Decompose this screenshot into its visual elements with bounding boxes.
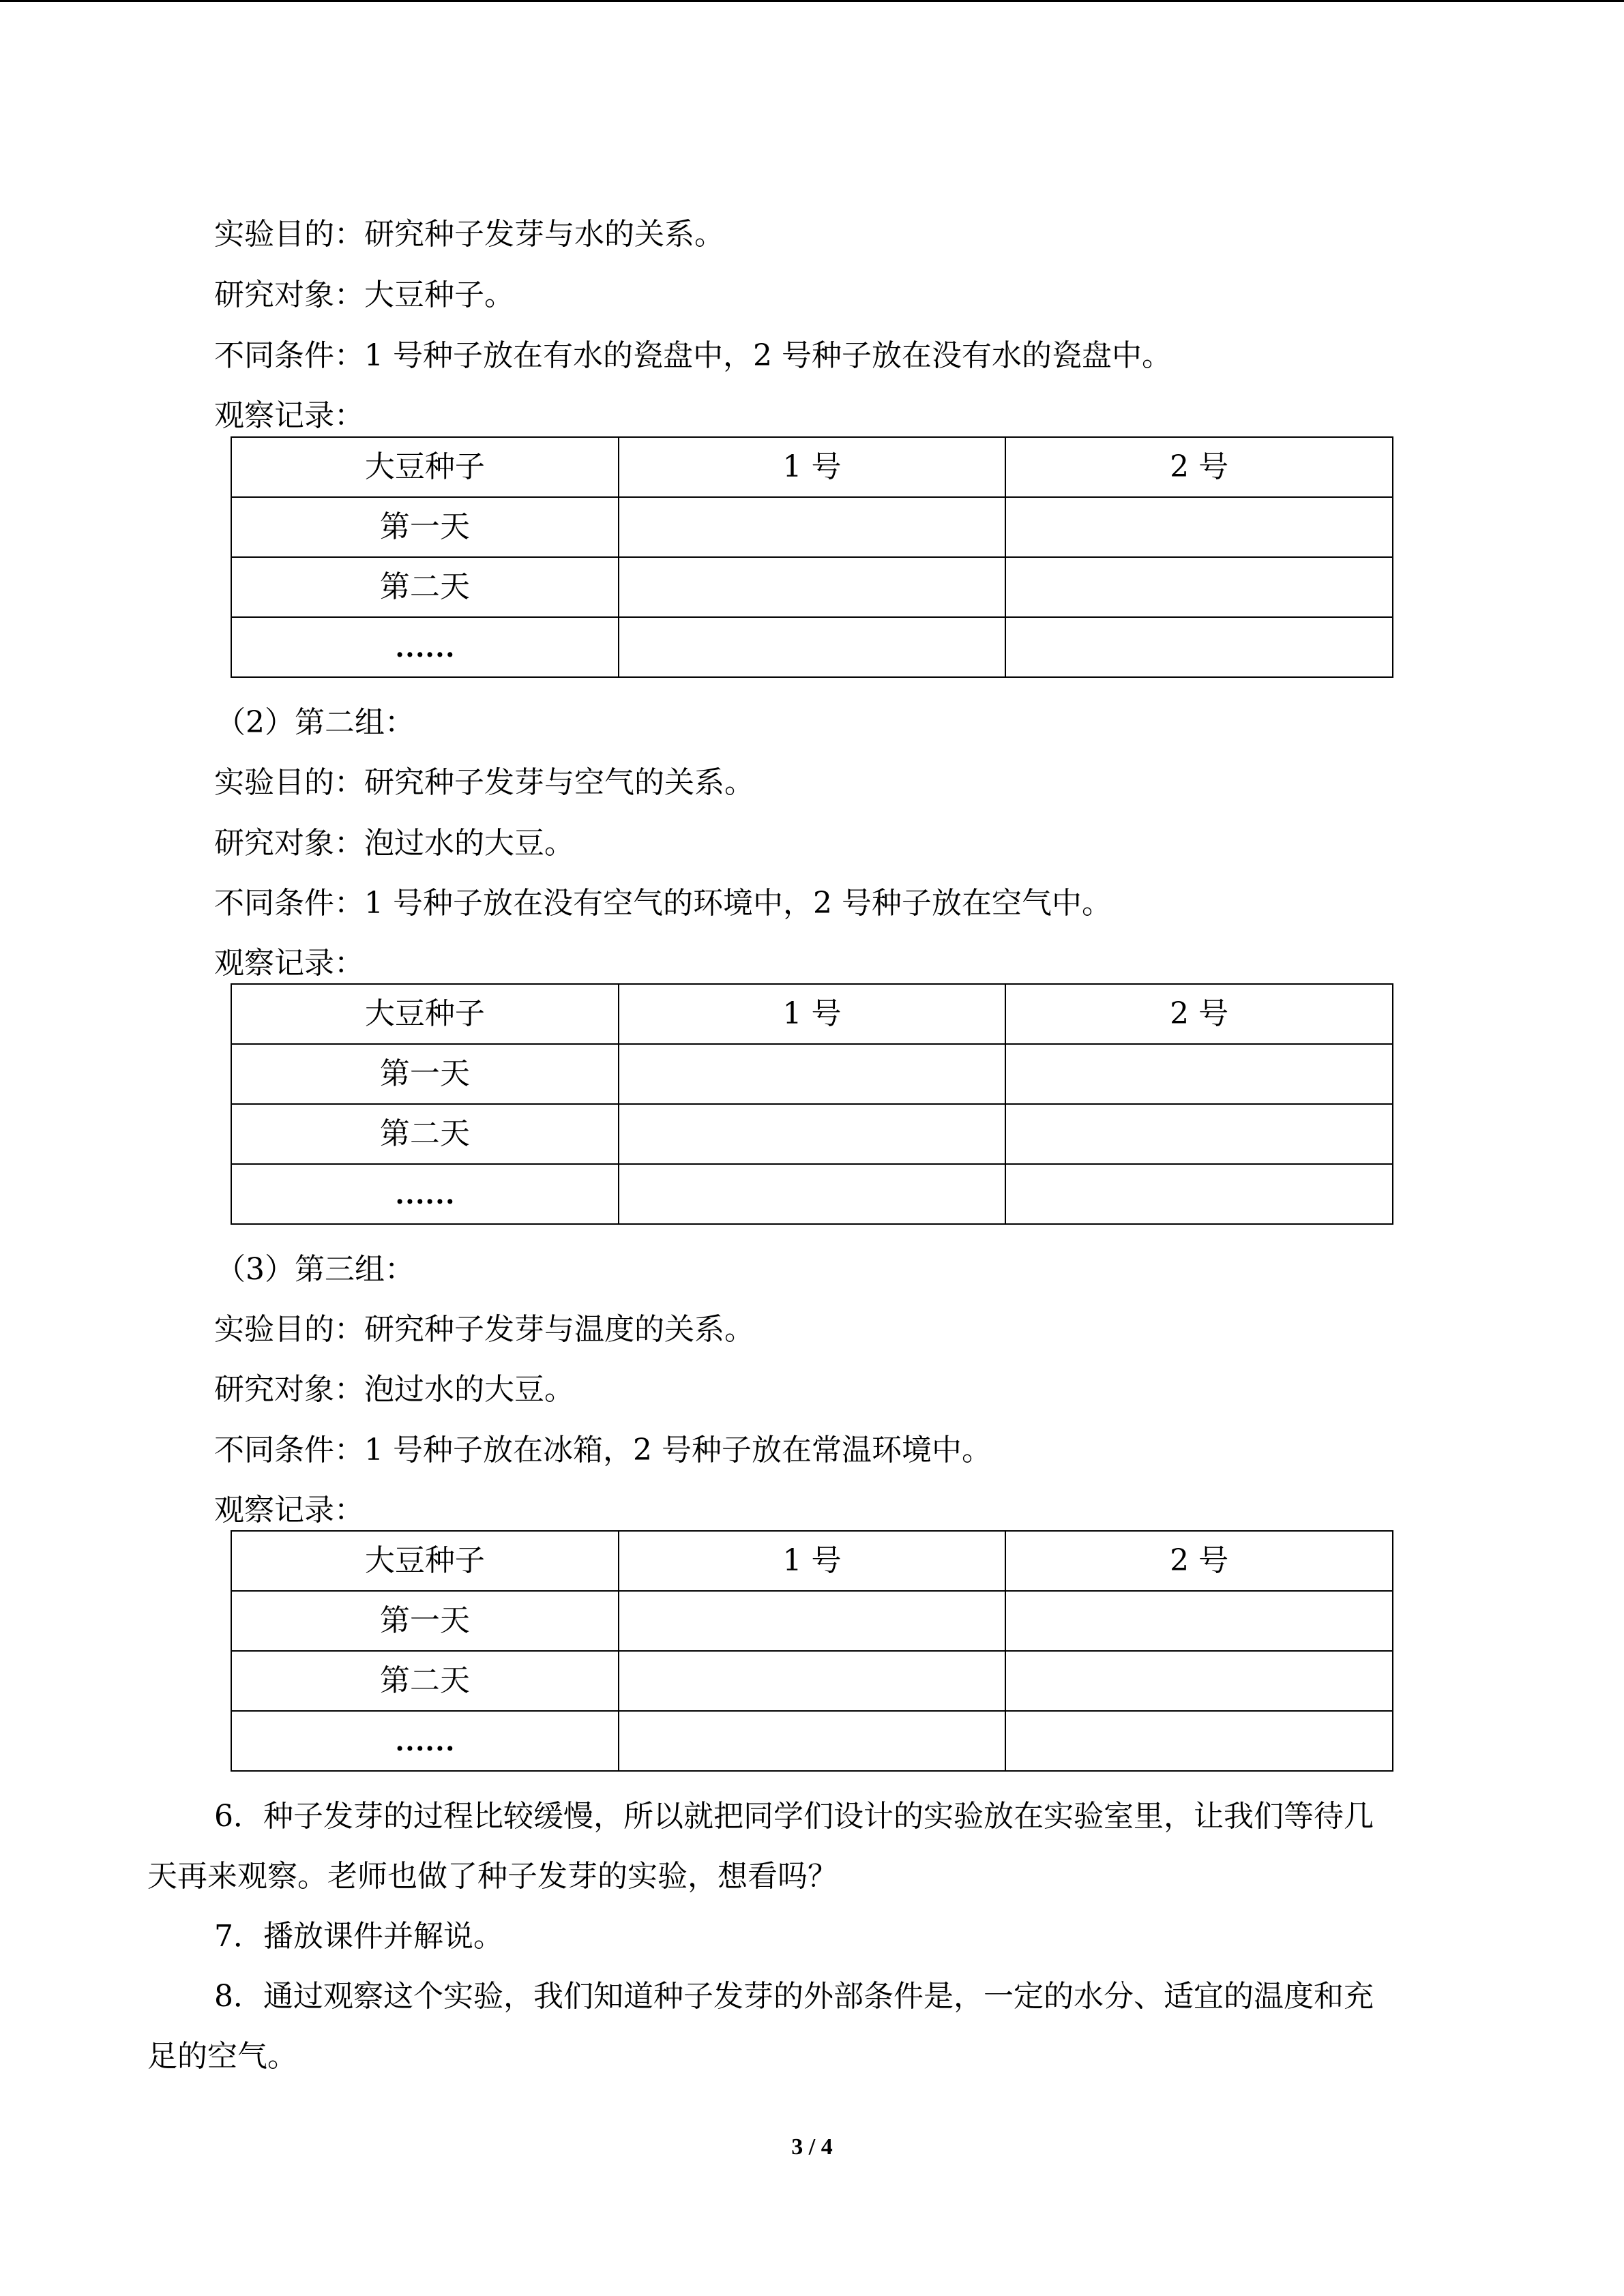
group1-object: 研究对象：大豆种子。 xyxy=(214,278,514,312)
record-cell xyxy=(619,1104,1006,1164)
header-cell: 2 号 xyxy=(1005,1531,1393,1591)
record-cell xyxy=(619,1044,1006,1104)
step-8-line-1: 8．通过观察这个实验，我们知道种子发芽的外部条件是，一定的水分、适宜的温度和充 xyxy=(214,1979,1374,2014)
top-border-line xyxy=(0,0,1624,2)
group1-purpose: 实验目的：研究种子发芽与水的关系。 xyxy=(214,217,724,252)
record-cell xyxy=(1005,1104,1393,1164)
day-cell: 第二天 xyxy=(231,557,619,617)
step-8-line-2: 足的空气。 xyxy=(147,2039,297,2074)
day-cell: …… xyxy=(231,617,619,677)
record-cell xyxy=(619,1164,1006,1224)
page-number: 3 / 4 xyxy=(791,2134,833,2160)
header-cell: 大豆种子 xyxy=(231,437,619,497)
record-cell xyxy=(619,1651,1006,1711)
group3-condition: 不同条件：1 号种子放在冰箱，2 号种子放在常温环境中。 xyxy=(214,1433,992,1467)
group1-observation-table xyxy=(231,436,1393,678)
record-cell xyxy=(619,497,1006,557)
group3-observation-table xyxy=(231,1530,1393,1772)
header-cell: 2 号 xyxy=(1005,437,1393,497)
header-cell: 1 号 xyxy=(619,984,1006,1044)
table-row xyxy=(231,497,1393,557)
record-cell xyxy=(1005,1711,1393,1771)
table-header-row xyxy=(231,1531,1393,1591)
record-cell xyxy=(1005,1164,1393,1224)
record-cell xyxy=(619,617,1006,677)
step-6-line-1: 6．种子发芽的过程比较缓慢，所以就把同学们设计的实验放在实验室里，让我们等待几 xyxy=(214,1799,1374,1834)
record-cell xyxy=(1005,617,1393,677)
table-row xyxy=(231,1591,1393,1651)
group2-record-label: 观察记录： xyxy=(214,946,364,981)
header-cell: 1 号 xyxy=(619,1531,1006,1591)
header-cell: 1 号 xyxy=(619,437,1006,497)
group2-heading: （2）第二组： xyxy=(216,705,415,740)
day-cell: 第一天 xyxy=(231,497,619,557)
record-cell xyxy=(1005,1044,1393,1104)
table-row xyxy=(231,1711,1393,1771)
record-cell xyxy=(1005,557,1393,617)
table-header-row xyxy=(231,984,1393,1044)
record-cell xyxy=(619,557,1006,617)
header-cell: 大豆种子 xyxy=(231,1531,619,1591)
table-row xyxy=(231,1044,1393,1104)
table-row xyxy=(231,617,1393,677)
table-row xyxy=(231,1651,1393,1711)
day-cell: …… xyxy=(231,1711,619,1771)
group3-object: 研究对象：泡过水的大豆。 xyxy=(214,1372,574,1407)
day-cell: 第二天 xyxy=(231,1651,619,1711)
day-cell: …… xyxy=(231,1164,619,1224)
header-cell: 2 号 xyxy=(1005,984,1393,1044)
group3-purpose: 实验目的：研究种子发芽与温度的关系。 xyxy=(214,1312,754,1347)
record-cell xyxy=(1005,1651,1393,1711)
step-7: 7．播放课件并解说。 xyxy=(214,1919,503,1954)
group2-object: 研究对象：泡过水的大豆。 xyxy=(214,826,574,861)
table-header-row xyxy=(231,437,1393,497)
group1-condition: 不同条件：1 号种子放在有水的瓷盘中，2 号种子放在没有水的瓷盘中。 xyxy=(214,338,1172,373)
table-row xyxy=(231,1164,1393,1224)
table-row xyxy=(231,1104,1393,1164)
record-cell xyxy=(1005,497,1393,557)
group2-purpose: 实验目的：研究种子发芽与空气的关系。 xyxy=(214,765,754,800)
group3-heading: （3）第三组： xyxy=(216,1252,415,1287)
group3-record-label: 观察记录： xyxy=(214,1493,364,1527)
day-cell: 第二天 xyxy=(231,1104,619,1164)
record-cell xyxy=(619,1591,1006,1651)
step-6-line-2: 天再来观察。老师也做了种子发芽的实验，想看吗？ xyxy=(147,1859,838,1894)
group2-observation-table xyxy=(231,983,1393,1225)
header-cell: 大豆种子 xyxy=(231,984,619,1044)
day-cell: 第一天 xyxy=(231,1044,619,1104)
day-cell: 第一天 xyxy=(231,1591,619,1651)
group2-condition: 不同条件：1 号种子放在没有空气的环境中，2 号种子放在空气中。 xyxy=(214,886,1112,921)
record-cell xyxy=(619,1711,1006,1771)
table-row xyxy=(231,557,1393,617)
record-cell xyxy=(1005,1591,1393,1651)
group1-record-label: 观察记录： xyxy=(214,398,364,433)
